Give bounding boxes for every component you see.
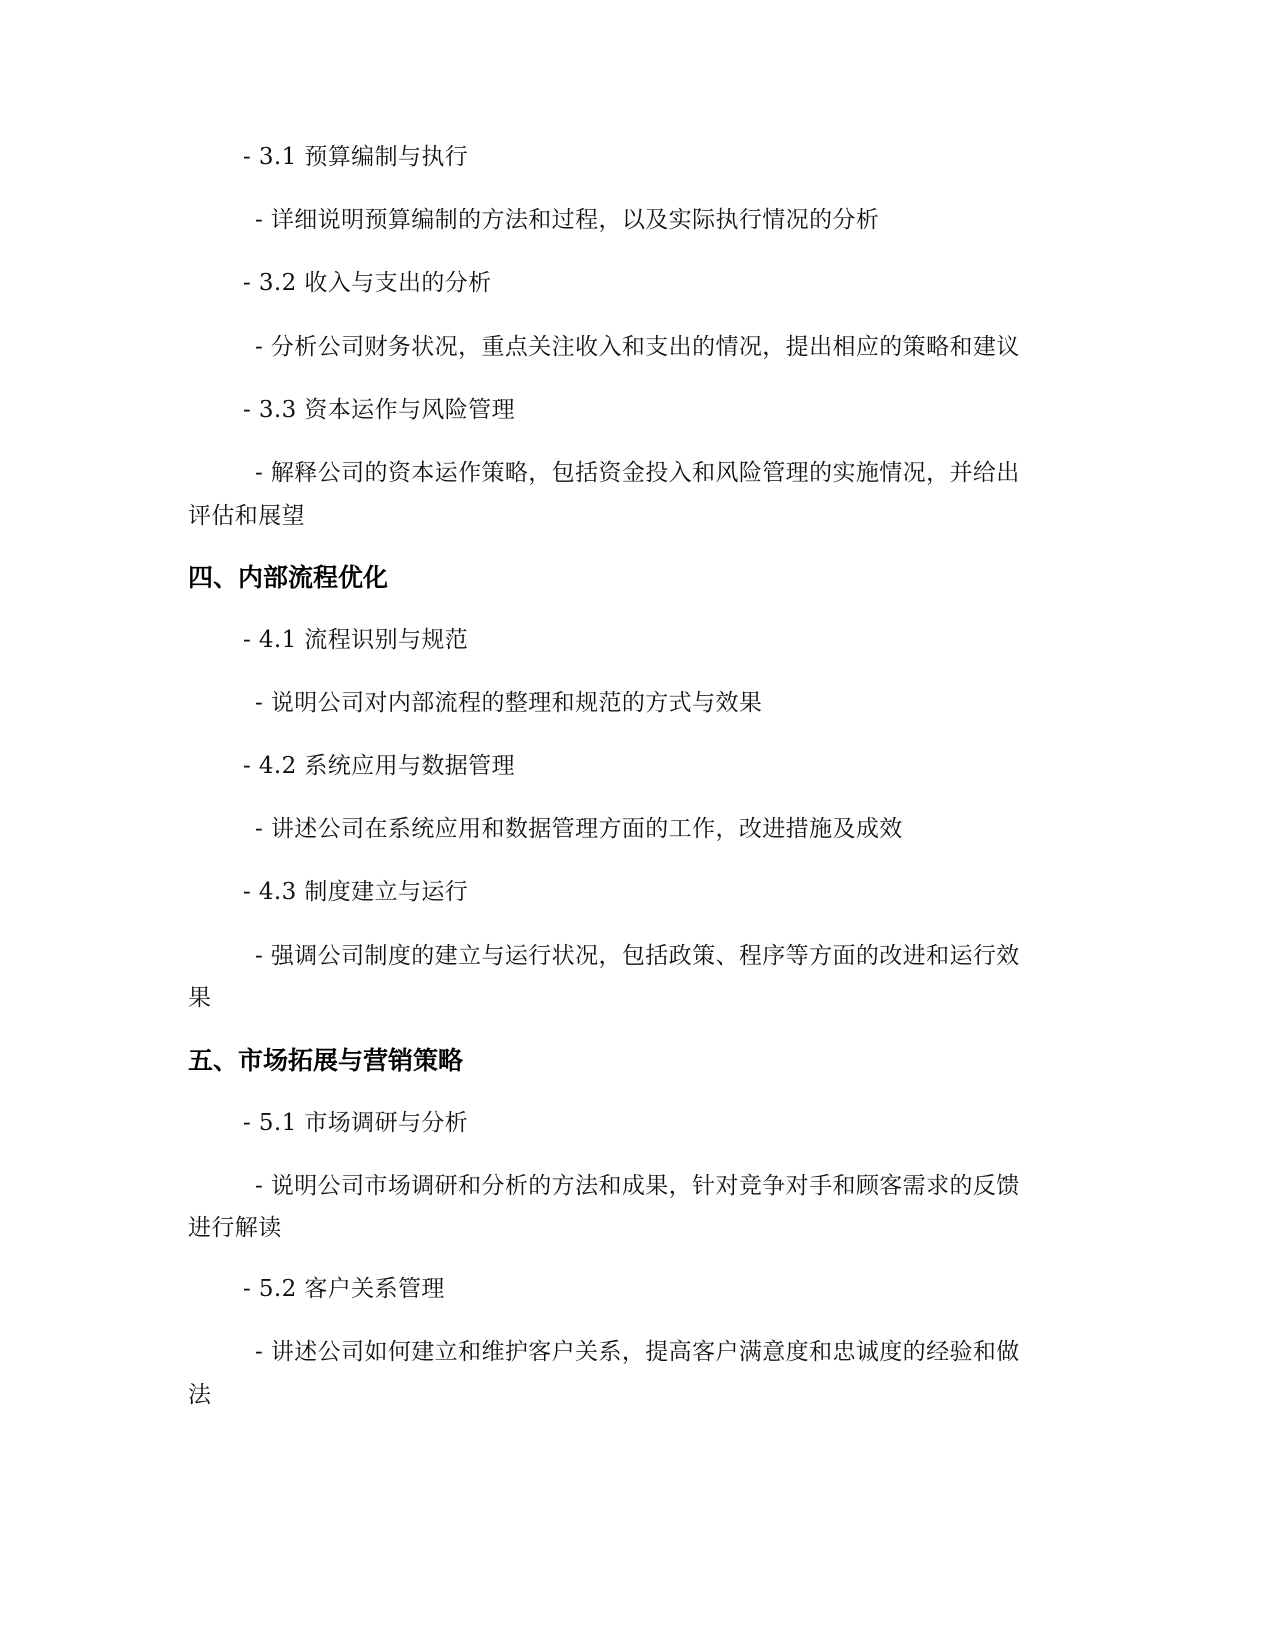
section-4-heading: 四、内部流程优化 [188, 563, 389, 592]
item-4-3-desc-cont: 果 [188, 985, 212, 1011]
item-4-1-desc: - 说明公司对内部流程的整理和规范的方式与效果 [255, 690, 763, 716]
item-3-3-desc: - 解释公司的资本运作策略，包括资金投入和风险管理的实施情况，并给出 [255, 460, 1020, 486]
item-5-1-desc: - 说明公司市场调研和分析的方法和成果，针对竞争对手和顾客需求的反馈 [255, 1173, 1020, 1199]
item-4-2-desc: - 讲述公司在系统应用和数据管理方面的工作，改进措施及成效 [255, 816, 903, 842]
item-3-1-desc: - 详细说明预算编制的方法和过程，以及实际执行情况的分析 [255, 207, 880, 233]
item-4-1-label: - 4.1 流程识别与规范 [243, 627, 469, 653]
item-3-1-label: - 3.1 预算编制与执行 [243, 144, 469, 170]
item-5-1-desc-cont: 进行解读 [188, 1215, 282, 1241]
item-3-2-desc: - 分析公司财务状况，重点关注收入和支出的情况，提出相应的策略和建议 [255, 334, 1020, 360]
item-4-3-desc: - 强调公司制度的建立与运行状况，包括政策、程序等方面的改进和运行效 [255, 943, 1020, 969]
item-3-3-label: - 3.3 资本运作与风险管理 [243, 397, 515, 423]
item-5-2-desc-cont: 法 [188, 1382, 212, 1408]
item-4-2-label: - 4.2 系统应用与数据管理 [243, 753, 515, 779]
item-5-2-label: - 5.2 客户关系管理 [243, 1276, 445, 1302]
item-3-3-desc-cont: 评估和展望 [188, 503, 305, 529]
item-3-2-label: - 3.2 收入与支出的分析 [243, 270, 492, 296]
item-5-2-desc: - 讲述公司如何建立和维护客户关系，提高客户满意度和忠诚度的经验和做 [255, 1339, 1020, 1365]
item-5-1-label: - 5.1 市场调研与分析 [243, 1110, 469, 1136]
item-4-3-label: - 4.3 制度建立与运行 [243, 879, 469, 905]
section-5-heading: 五、市场拓展与营销策略 [188, 1046, 464, 1075]
